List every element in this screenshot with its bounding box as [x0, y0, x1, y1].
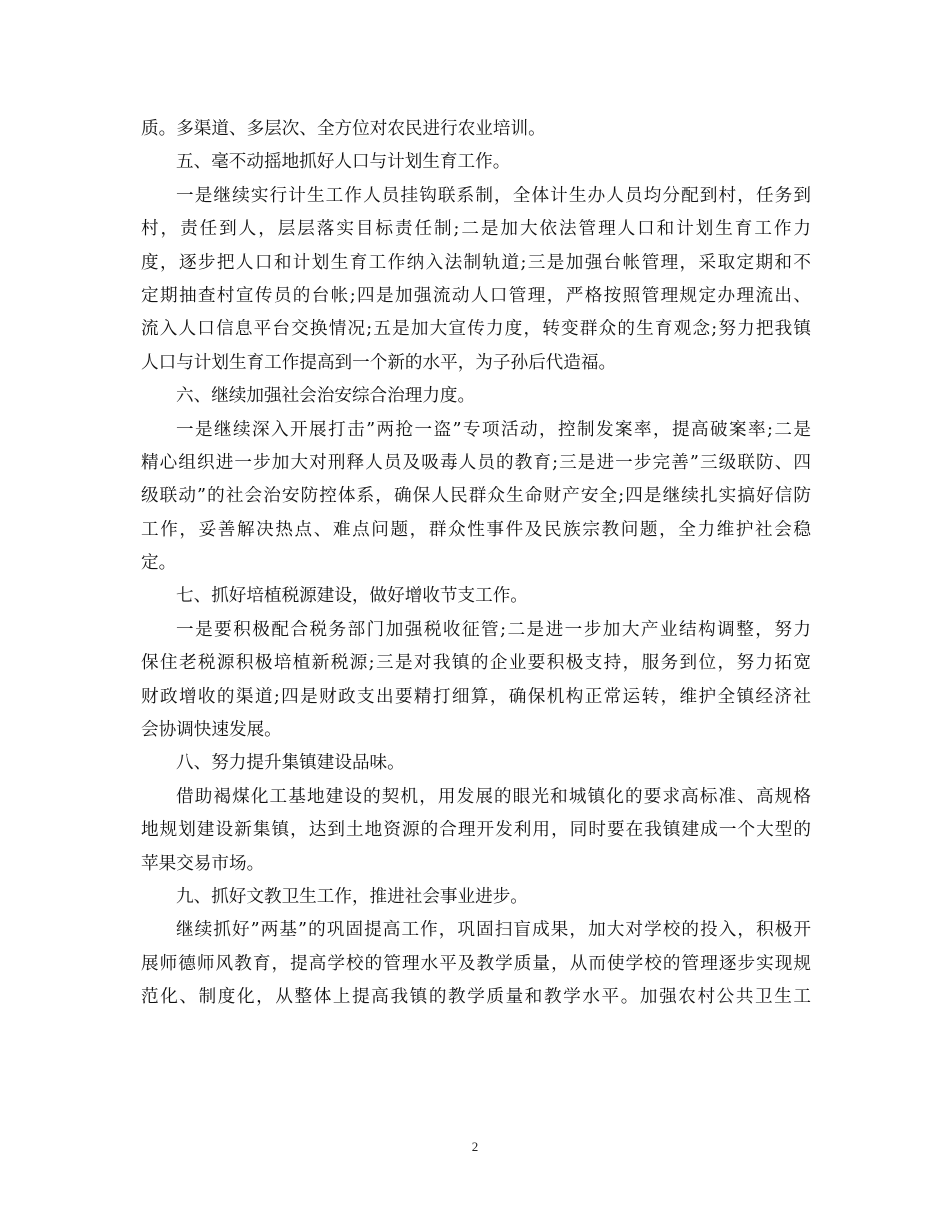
section-heading-9: 九、抓好文教卫生工作，推进社会事业进步。 — [176, 886, 528, 907]
paragraph-line: 一是继续深入开展打击”两抢一盗”专项活动，控制发案率，提高破案率;二是 — [176, 419, 811, 440]
paragraph-line: 度，逐步把人口和计划生育工作纳入法制轨道;三是加强台帐管理，采取定期和不 — [141, 252, 811, 273]
paragraph-line: 定期抽查村宣传员的台帐;四是加强流动人口管理，严格按照管理规定办理流出、 — [141, 285, 811, 306]
paragraph-line: 精心组织进一步加大对刑释人员及吸毒人员的教育;三是进一步完善”三级联防、四 — [141, 452, 811, 473]
paragraph-line: 地规划建设新集镇，达到土地资源的合理开发利用，同时要在我镇建成一个大型的 — [141, 820, 811, 841]
paragraph-line: 范化、制度化，从整体上提高我镇的教学质量和教学水平。加强农村公共卫生工 — [141, 987, 811, 1008]
paragraph-line: 会协调快速发展。 — [141, 720, 282, 741]
paragraph-line: 借助褐煤化工基地建设的契机，用发展的眼光和城镇化的要求高标准、高规格 — [176, 786, 811, 807]
document-body — [141, 113, 811, 1015]
paragraph-line: 财政增收的渠道;四是财政支出要精打细算，确保机构正常运转，维护全镇经济社 — [141, 686, 811, 707]
section-heading-5: 五、毫不动摇地抓好人口与计划生育工作。 — [176, 152, 511, 173]
paragraph-line: 流入人口信息平台交换情况;五是加大宣传力度，转变群众的生育观念;努力把我镇 — [141, 319, 811, 340]
paragraph-line: 一是继续实行计生工作人员挂钩联系制，全体计生办人员均分配到村，任务到 — [176, 185, 811, 206]
page-number: 2 — [471, 1139, 479, 1154]
paragraph-line: 村，责任到人，层层落实目标责任制;二是加大依法管理人口和计划生育工作力 — [141, 219, 811, 240]
paragraph-line: 级联动”的社会治安防控体系，确保人民群众生命财产安全;四是继续扎实搞好信防 — [141, 486, 811, 507]
section-heading-7: 七、抓好培植税源建设，做好增收节支工作。 — [176, 586, 528, 607]
paragraph-line: 质。多渠道、多层次、全方位对农民进行农业培训。 — [141, 119, 546, 139]
paragraph-line: 保住老税源积极培植新税源;三是对我镇的企业要积极支持，服务到位，努力拓宽 — [141, 653, 811, 674]
paragraph-line: 继续抓好”两基”的巩固提高工作，巩固扫盲成果，加大对学校的投入，积极开 — [176, 920, 811, 941]
paragraph-line: 苹果交易市场。 — [141, 853, 265, 874]
paragraph-line: 定。 — [141, 553, 177, 574]
paragraph-line: 一是要积极配合税务部门加强税收征管;二是进一步加大产业结构调整，努力 — [176, 619, 811, 640]
paragraph-line: 工作，妥善解决热点、难点问题，群众性事件及民族宗教问题，全力维护社会稳 — [141, 519, 811, 540]
section-heading-6: 六、继续加强社会治安综合治理力度。 — [176, 386, 476, 407]
paragraph-line: 人口与计划生育工作提高到一个新的水平，为子孙后代造福。 — [141, 352, 617, 373]
paragraph-line: 展师德师风教育，提高学校的管理水平及教学质量，从而使学校的管理逐步实现规 — [141, 953, 811, 974]
section-heading-8: 八、努力提升集镇建设品味。 — [176, 753, 405, 774]
